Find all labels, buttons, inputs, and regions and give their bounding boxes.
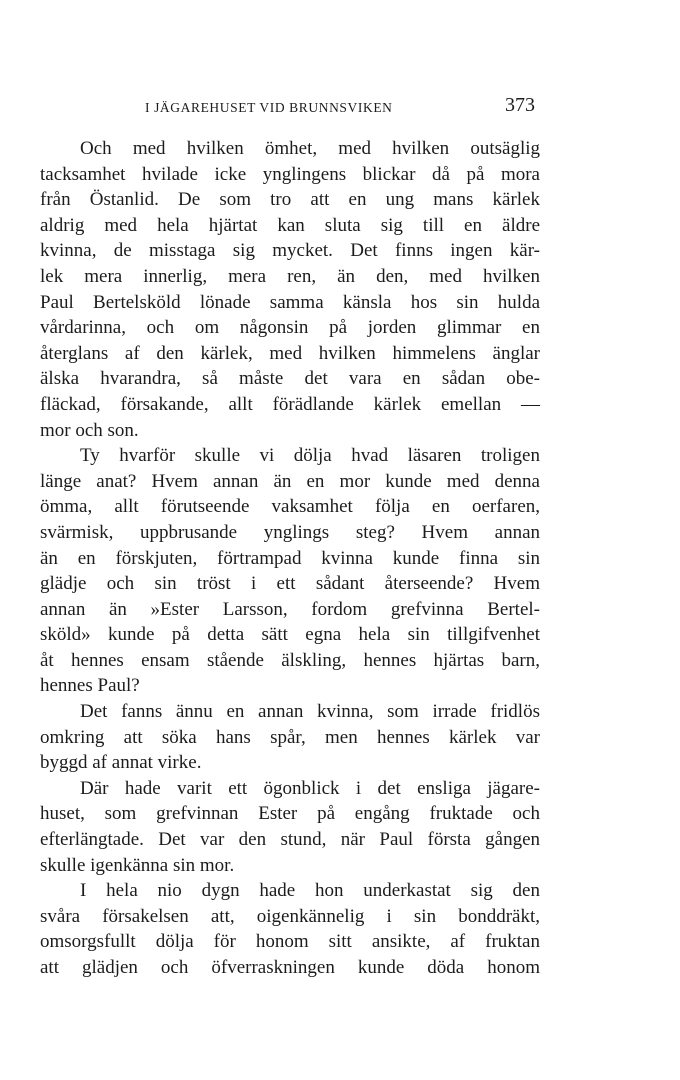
page-number: 373: [505, 94, 535, 116]
text-line: lek mera innerlig, mera ren, än den, med hvilken: [40, 265, 540, 287]
text-line: sköld» kunde på detta sätt egna hela sin tillgifvenhet: [40, 624, 540, 646]
text-line: Där hade varit ett ögonblick i det ensliga jägare-: [80, 777, 540, 799]
text-line: älska hvarandra, så måste det vara en sådan obe-: [40, 368, 540, 390]
text-line: fläckad, försakande, allt förädlande kärlek emellan —: [40, 393, 540, 415]
text-line: återglans af den kärlek, med hvilken himmelens änglar: [40, 342, 540, 364]
text-line: från Östanlid. De som tro att en ung mans kärlek: [40, 189, 540, 211]
page-header: [40, 94, 540, 124]
text-line: omkring att söka hans spår, men hennes kärlek var: [40, 726, 540, 748]
text-line: mor och son.: [40, 419, 139, 441]
text-line: svåra försakelsen att, oigenkännelig i sin bonddräkt,: [40, 905, 540, 927]
text-line: länge anat? Hvem annan än en mor kunde med denna: [40, 470, 540, 492]
text-line: glädje och sin tröst i ett sådant återseende? Hvem: [40, 573, 540, 595]
text-line: att glädjen och öfverraskningen kunde döda honom: [40, 957, 540, 978]
text-line: svärmisk, uppbrusande ynglings steg? Hvem annan: [40, 521, 540, 543]
text-line: Paul Bertelsköld lönade samma känsla hos sin hulda: [40, 291, 540, 313]
text-line: Det fanns ännu en annan kvinna, som irrade fridlös: [80, 701, 540, 723]
text-line: annan än »Ester Larsson, fordom grefvinna Bertel-: [40, 598, 540, 620]
text-line: hennes Paul?: [40, 675, 140, 697]
text-line: huset, som grefvinnan Ester på engång fruktade och: [40, 803, 540, 825]
body-text: [40, 136, 540, 981]
text-line: Ty hvarför skulle vi dölja hvad läsaren troligen: [80, 445, 540, 467]
running-title: I JÄGAREHUSET VID BRUNNSVIKEN: [145, 100, 393, 115]
text-line: aldrig med hela hjärtat kan sluta sig till en äldre: [40, 214, 540, 236]
text-line: efterlängtade. Det var den stund, när Paul första gången: [40, 829, 540, 851]
text-line: omsorgsfullt dölja för honom sitt ansikte, af fruktan: [40, 931, 540, 953]
text-line: skulle igenkänna sin mor.: [40, 854, 235, 876]
text-line: tacksamhet hvilade icke ynglingens blickar då på mora: [40, 163, 540, 185]
text-line: Och med hvilken ömhet, med hvilken outsäglig: [80, 138, 540, 159]
text-line: ömma, allt förutseende vaksamhet följa en oerfaren,: [40, 496, 540, 518]
text-line: byggd af annat virke.: [40, 752, 202, 774]
text-line: än en förskjuten, förtrampad kvinna kunde finna sin: [40, 547, 540, 569]
text-line: I hela nio dygn hade hon underkastat sig den: [80, 880, 540, 902]
text-line: åt hennes ensam stående älskling, hennes hjärtas barn,: [40, 649, 540, 671]
text-line: vårdarinna, och om någonsin på jorden glimmar en: [40, 317, 540, 339]
text-line: kvinna, de misstaga sig mycket. Det finns ingen kär-: [40, 240, 540, 262]
